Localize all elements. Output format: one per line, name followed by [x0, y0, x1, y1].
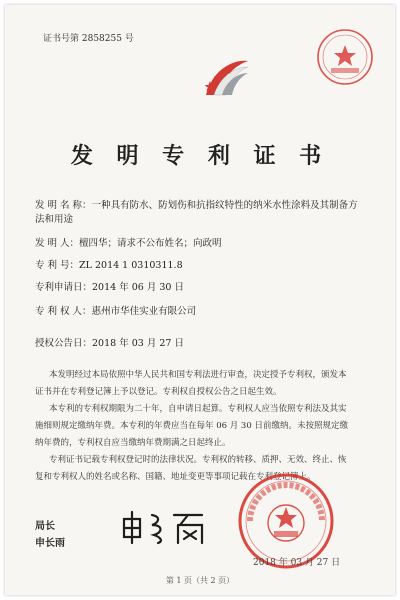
filing-date-value: 2014 年 06 月 30 日: [92, 282, 184, 293]
invention-name-value: 一种具有防水、防划伤和抗指纹特性的纳米水性涂料及其制备方法和用途: [35, 200, 358, 225]
grant-date-value: 2018 年 03 月 27 日: [92, 338, 184, 349]
patent-number-value: ZL 2014 1 0310311.8: [79, 260, 183, 271]
patentee-field: [35, 305, 196, 319]
cnipa-emblem-icon: [198, 51, 254, 107]
director-signature: [118, 507, 208, 547]
invention-name-label: 发 明 名 称：: [35, 200, 92, 211]
filing-date-field: [35, 281, 184, 295]
certificate-content: [23, 19, 377, 585]
enterprise-stamp: [315, 27, 375, 87]
certificate-number: 证书号第 2858255 号: [43, 34, 134, 44]
certificate-page: [5, 5, 395, 595]
body-paragraph: 本发明经过本局依照中华人民共和国专利法进行审查，决定授予专利权，颁发本证书并在专利登记簿上予以登记。专利权自授权公告之日起生效。: [35, 370, 347, 397]
page-number: 第 1 页（共 2 页）: [165, 576, 235, 585]
filing-date-label: 专利申请日：: [35, 282, 93, 293]
patentee-value: 惠州市华佳实业有限公司: [91, 306, 197, 317]
certificate-body: [35, 367, 353, 486]
grant-date-label: 授权公告日：: [35, 338, 93, 349]
invention-name-field: [35, 199, 365, 227]
patent-number-field: [35, 259, 183, 273]
grant-date-field: [35, 337, 184, 351]
inventor-value: 檀四华；请求不公布姓名；向政明: [79, 238, 222, 249]
inventor-label: 发 明 人：: [35, 238, 80, 249]
director-name: 申长雨: [35, 538, 65, 549]
director-title: 局长: [35, 521, 55, 532]
seal-date: 2018 年 03 月 27 日: [253, 558, 341, 568]
patentee-label: 专 利 权 人：: [35, 306, 92, 317]
certificate-title: 发 明 专 利 证 书: [70, 143, 330, 169]
inventor-field: [35, 237, 222, 251]
body-paragraph: 本专利的专利权期限为二十年，自申请日起算。专利权人应当依照专利法及其实施细则规定缴纳年费。本专利的年费应当在每年 06 月 30 日前缴纳。未按照规定缴纳年费的，专利权自应当缴纳年费期满之日起终止。: [35, 404, 348, 448]
body-paragraph: 专利证书记载专利权登记时的法律状况。专利权的转移、质押、无效、终止、恢复和专利权人的姓名或名称、国籍、地址变更等事项记载在专利登记簿上。: [35, 455, 347, 482]
patent-number-label: 专 利 号：: [35, 260, 80, 271]
